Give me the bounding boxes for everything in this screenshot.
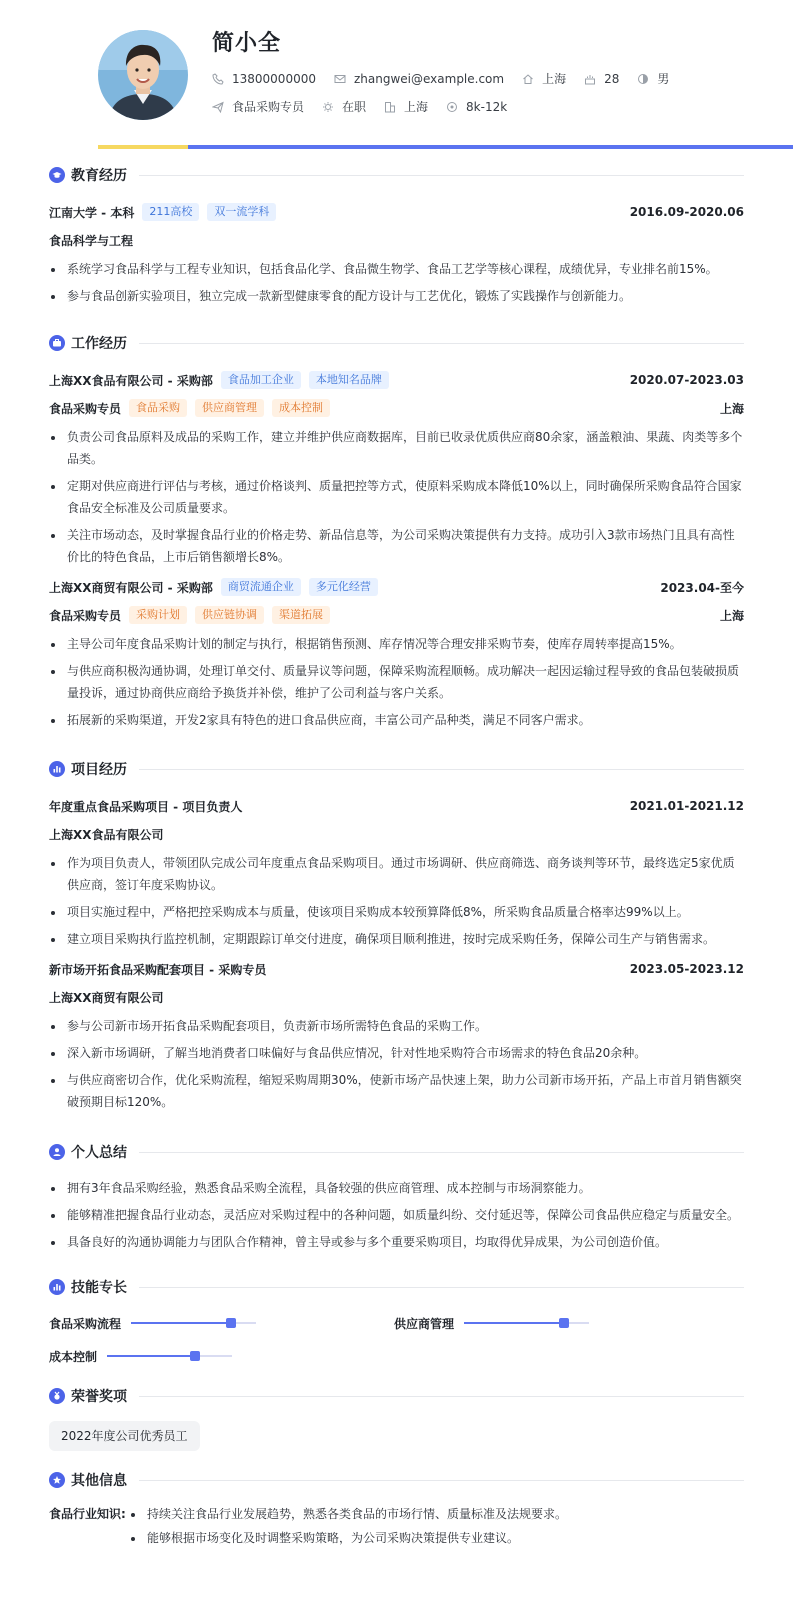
other-info-row <box>49 1503 744 1554</box>
company-tag: 本地知名品牌 <box>309 371 389 389</box>
candidate-name: 简小全 <box>212 31 282 56</box>
skill-tag: 采购计划 <box>129 606 187 624</box>
work-header-row <box>49 577 744 597</box>
awards-section <box>49 1386 744 1451</box>
status-item <box>322 98 366 115</box>
list-item: 与供应商积极沟通协调，处理订单交付、质量异议等问题，保障采购流程顺畅。成功解决一起因运输过程导致的食品包装破损质量投诉，通过协商供应商给予换货并补偿，维护了公司利益与客户关系。 <box>49 660 744 704</box>
skill-bar <box>107 1355 232 1357</box>
phone-text: 13800000000 <box>232 71 316 86</box>
skill-tag: 成本控制 <box>272 399 330 417</box>
salary-text: 8k-12k <box>466 99 508 114</box>
skill-level-marker <box>559 1318 569 1328</box>
target-city-text: 上海 <box>404 100 429 114</box>
chart-icon <box>49 761 65 777</box>
school-name: 江南大学 - 本科 <box>49 205 135 220</box>
skill-tag: 供应商管理 <box>195 399 264 417</box>
bar-chart-icon <box>49 1279 65 1295</box>
status-icon <box>322 101 334 113</box>
list-item: 具备良好的沟通协调能力与团队合作精神，曾主导或参与多个重要采购项目，均取得优异成果，为公司创造价值。 <box>49 1231 744 1253</box>
work-date: 2020.07-2023.03 <box>629 373 744 387</box>
company-name: 上海XX食品有限公司 - 采购部 <box>49 373 213 388</box>
company-tag: 商贸流通企业 <box>221 578 301 596</box>
list-item: 拥有3年食品采购经验，熟悉食品采购全流程，具备较强的供应商管理、成本控制与市场洞察能力。 <box>49 1177 744 1199</box>
contact-row <box>212 70 687 87</box>
list-item: 参与公司新市场开拓食品采购配套项目，负责新市场所需特色食品的采购工作。 <box>49 1015 744 1037</box>
summary-section <box>49 1142 744 1258</box>
resume-header <box>49 0 738 148</box>
project-company: 上海XX商贸有限公司 <box>49 990 164 1005</box>
work-date: 2023.04-至今 <box>660 580 744 595</box>
project-name: 年度重点食品采购项目 - 项目负责人 <box>49 799 243 814</box>
work-title-row <box>49 398 744 418</box>
section-title: 技能专长 <box>49 1277 744 1297</box>
education-date: 2016.09-2020.06 <box>629 205 744 219</box>
list-item: 参与食品创新实验项目，独立完成一款新型健康零食的配方设计与工艺优化，锻炼了实践操作与创新能力。 <box>49 285 744 307</box>
section-title: 项目经历 <box>49 759 744 779</box>
list-item: 作为项目负责人，带领团队完成公司年度重点食品采购项目。通过市场调研、供应商筛选、商务谈判等环节，最终选定5家优质供应商，签订年度采购协议。 <box>49 852 744 896</box>
company-tag: 食品加工企业 <box>221 371 301 389</box>
graduation-cap-icon <box>49 167 65 183</box>
list-item: 能够精准把握食品行业动态，灵活应对采购过程中的各种问题，如质量纠纷、交付延迟等，保障公司食品供应稳定与质量安全。 <box>49 1204 744 1226</box>
section-title: 个人总结 <box>49 1142 744 1162</box>
list-item: 项目实施过程中，严格把控采购成本与质量，使该项目采购成本较预算降低8%，所采购食品质量合格率达99%以上。 <box>49 901 744 923</box>
section-title: 其他信息 <box>49 1470 744 1490</box>
header-divider <box>98 145 793 149</box>
list-item: 定期对供应商进行评估与考核，通过价格谈判、质量把控等方式，使原料采购成本降低10%以上，同时确保所采购食品符合国家食品安全标准及公司质量要求。 <box>49 475 744 519</box>
list-item: 负责公司食品原料及成品的采购工作，建立并维护供应商数据库，目前已收录优质供应商80余家，涵盖粮油、果蔬、肉类等多个品类。 <box>49 426 744 470</box>
status-text: 在职 <box>342 100 367 114</box>
skill-tag: 食品采购 <box>129 399 187 417</box>
projects-section <box>49 759 744 1118</box>
job-title: 食品采购专员 <box>49 401 122 416</box>
skill-bar <box>464 1322 589 1324</box>
email-item <box>334 72 504 86</box>
age-item <box>584 72 619 86</box>
company-tag: 多元化经营 <box>309 578 378 596</box>
cake-icon <box>584 73 596 85</box>
school-tag: 双一流学科 <box>207 203 276 221</box>
phone-icon <box>212 73 224 85</box>
education-bullets <box>49 258 744 307</box>
skill-name: 食品采购流程 <box>49 1316 122 1331</box>
briefcase-icon <box>49 335 65 351</box>
project-company-row <box>49 987 744 1007</box>
skill-bar <box>131 1322 256 1324</box>
city-text: 上海 <box>542 72 567 86</box>
city-item <box>522 70 566 87</box>
skill-item <box>49 1313 256 1333</box>
coin-icon <box>446 101 458 113</box>
work-header-row <box>49 370 744 390</box>
gender-item <box>637 70 669 87</box>
education-section <box>49 165 744 312</box>
project-date: 2021.01-2021.12 <box>629 799 744 813</box>
skill-name: 供应商管理 <box>394 1316 455 1331</box>
user-icon <box>49 1144 65 1160</box>
skill-item <box>394 1313 589 1333</box>
project-date: 2023.05-2023.12 <box>629 962 744 976</box>
list-item: 关注市场动态，及时掌握食品行业的价格走势、新品信息等，为公司采购决策提供有力支持。成功引入3款市场热门且具有高性价比的特色食品，上市后销售额增长8%。 <box>49 524 744 568</box>
skill-tag: 渠道拓展 <box>272 606 330 624</box>
target-job-text: 食品采购专员 <box>232 100 305 114</box>
job-intent-row <box>212 98 525 115</box>
project-company: 上海XX食品有限公司 <box>49 827 164 842</box>
project-header-row <box>49 796 744 816</box>
company-name: 上海XX商贸有限公司 - 采购部 <box>49 580 213 595</box>
project-header-row <box>49 959 744 979</box>
work-city: 上海 <box>719 401 744 416</box>
phone-item <box>212 72 316 86</box>
section-title: 荣誉奖项 <box>49 1386 744 1406</box>
skill-item <box>49 1346 232 1366</box>
work-title-row <box>49 605 744 625</box>
major-row <box>49 230 744 250</box>
school-tag: 211高校 <box>142 203 199 221</box>
summary-bullets <box>49 1177 744 1253</box>
gender-text: 男 <box>657 72 670 86</box>
skill-name: 成本控制 <box>49 1349 98 1364</box>
age-text: 28 <box>604 71 620 86</box>
target-city-item <box>384 98 428 115</box>
mail-icon <box>334 73 346 85</box>
section-title: 教育经历 <box>49 165 744 185</box>
skill-level-marker <box>226 1318 236 1328</box>
section-title: 工作经历 <box>49 333 744 353</box>
info-icon <box>49 1472 65 1488</box>
building-icon <box>384 101 396 113</box>
list-item: 拓展新的采购渠道，开发2家具有特色的进口食品供应商，丰富公司产品种类，满足不同客户需求。 <box>49 709 744 731</box>
work-bullets <box>49 633 744 731</box>
job-title: 食品采购专员 <box>49 608 122 623</box>
work-city: 上海 <box>719 608 744 623</box>
skills-section <box>49 1277 744 1367</box>
gender-icon <box>637 73 649 85</box>
salary-item <box>446 100 507 114</box>
education-header-row <box>49 202 744 222</box>
list-item: 与供应商密切合作，优化采购流程，缩短采购周期30%，使新市场产品快速上架，助力公司新市场开拓，产品上市首月销售额突破预期目标120%。 <box>49 1069 744 1113</box>
other-section <box>49 1470 744 1554</box>
other-bullets <box>129 1503 744 1554</box>
list-item: 建立项目采购执行监控机制，定期跟踪订单交付进度，确保项目顺利推进，按时完成采购任务，保障公司生产与销售需求。 <box>49 928 744 950</box>
work-section <box>49 333 744 736</box>
list-item: 能够根据市场变化及时调整采购策略，为公司采购决策提供专业建议。 <box>129 1527 744 1549</box>
project-bullets <box>49 852 744 950</box>
list-item: 主导公司年度食品采购计划的制定与执行，根据销售预测、库存情况等合理安排采购节奏，使库存周转率提高15%。 <box>49 633 744 655</box>
medal-icon <box>49 1388 65 1404</box>
project-bullets <box>49 1015 744 1113</box>
other-info-label: 食品行业知识: <box>49 1507 126 1521</box>
email-text: zhangwei@example.com <box>353 71 505 86</box>
project-company-row <box>49 824 744 844</box>
skill-level-marker <box>190 1351 200 1361</box>
list-item: 持续关注食品行业发展趋势，熟悉各类食品的市场行情、质量标准及法规要求。 <box>129 1503 744 1525</box>
list-item: 深入新市场调研，了解当地消费者口味偏好与食品供应情况，针对性地采购符合市场需求的特色食品20余种。 <box>49 1042 744 1064</box>
award-badge: 2022年度公司优秀员工 <box>49 1421 200 1451</box>
skill-tag: 供应链协调 <box>195 606 264 624</box>
project-name: 新市场开拓食品采购配套项目 - 采购专员 <box>49 962 267 977</box>
send-icon <box>212 101 224 113</box>
major: 食品科学与工程 <box>49 233 134 248</box>
avatar <box>98 30 188 120</box>
target-job-item <box>212 98 304 115</box>
work-bullets <box>49 426 744 568</box>
home-icon <box>522 73 534 85</box>
list-item: 系统学习食品科学与工程专业知识，包括食品化学、食品微生物学、食品工艺学等核心课程，成绩优异，专业排名前15%。 <box>49 258 744 280</box>
